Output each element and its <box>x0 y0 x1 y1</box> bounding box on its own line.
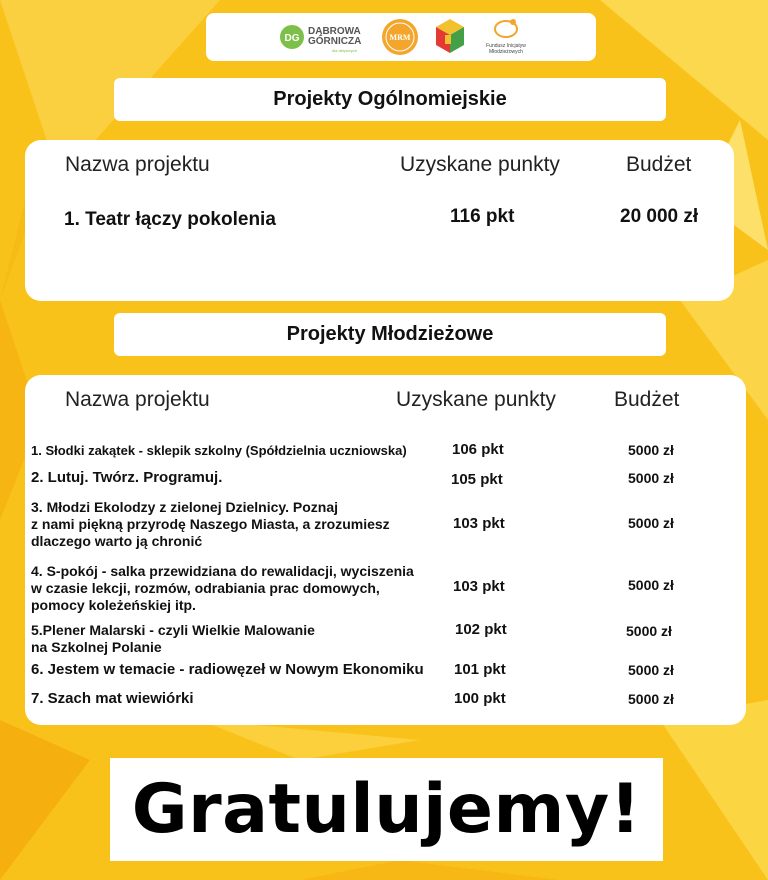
row-budget: 5000 zł <box>628 442 674 458</box>
project-points: 116 pkt <box>450 206 515 227</box>
mrm-logo <box>380 13 420 61</box>
cube-logo-icon <box>432 13 468 61</box>
citywide-projects-panel <box>25 140 734 301</box>
row-budget: 5000 zł <box>626 623 672 639</box>
congratulations-banner <box>110 758 663 861</box>
row-points: 105 pkt <box>451 471 503 488</box>
dg-monogram: DG <box>284 33 300 44</box>
row-points: 101 pkt <box>454 661 506 678</box>
fundusz-line2: Młodzieżowych <box>489 49 523 55</box>
dabrowa-tagline: dla aktywnych <box>332 48 358 53</box>
row-points: 102 pkt <box>455 621 507 638</box>
row-name-line: 1. Słodki zakątek - sklepik szkolny (Spółdzielnia uczniowska) <box>31 443 407 458</box>
table-row-name <box>31 469 222 486</box>
row-name-line: w czasie lekcji, rozmów, odrabiania prac domowych, <box>31 580 380 596</box>
row-name-line: pomocy koleżeńskiej itp. <box>31 597 196 613</box>
fundusz-line1: Fundusz Inicjatyw <box>486 43 526 49</box>
header-project-name: Nazwa projektu <box>65 388 210 411</box>
table-row-name <box>31 661 424 678</box>
header-budget: Budżet <box>626 153 692 176</box>
row-name-line: dlaczego warto ją chronić <box>31 533 203 549</box>
table-row-name <box>31 442 407 459</box>
row-points: 103 pkt <box>453 578 505 595</box>
row-name-line: 2. Lutuj. Twórz. Programuj. <box>31 469 223 486</box>
row-name-line: z nami piękną przyrodę Naszego Miasta, a zrozumiesz <box>31 516 390 532</box>
row-points: 100 pkt <box>454 690 506 707</box>
fundusz-logo <box>482 13 552 61</box>
section-title-youth: Projekty Młodzieżowe <box>114 313 666 356</box>
header-project-name: Nazwa projektu <box>65 153 210 176</box>
mrm-text: MRM <box>389 33 411 42</box>
logo-bar <box>206 13 596 61</box>
row-name-line: 7. Szach mat wiewiórki <box>31 690 194 707</box>
row-budget: 5000 zł <box>628 577 674 593</box>
row-budget: 5000 zł <box>628 470 674 486</box>
row-name-line: na Szkolnej Polanie <box>31 639 162 655</box>
header-points: Uzyskane punkty <box>400 153 560 176</box>
dabrowa-line1: DĄBROWA <box>308 26 361 37</box>
row-name-line: 6. Jestem w temacie - radiowęzeł w Nowym Ekonomiku <box>31 661 424 678</box>
row-name-line: 5.Plener Malarski - czyli Wielkie Malowanie <box>31 622 315 638</box>
section-title-citywide: Projekty Ogólnomiejskie <box>114 78 666 121</box>
youth-projects-panel <box>25 375 746 725</box>
table-row-name <box>31 622 315 656</box>
row-budget: 5000 zł <box>628 515 674 531</box>
table-row-name <box>31 563 414 614</box>
row-budget: 5000 zł <box>628 662 674 678</box>
table-row-name <box>31 690 194 707</box>
project-budget: 20 000 zł <box>620 206 699 227</box>
header-budget: Budżet <box>614 388 680 411</box>
dabrowa-line2: GÓRNICZA <box>308 36 362 47</box>
row-budget: 5000 zł <box>628 691 674 707</box>
project-name: 1. Teatr łączy pokolenia <box>64 209 276 230</box>
row-points: 106 pkt <box>452 441 504 458</box>
table-row-name <box>31 499 390 550</box>
header-points: Uzyskane punkty <box>396 388 556 411</box>
congratulations-text: Gratulujemy! <box>131 770 642 849</box>
row-name-line: 3. Młodzi Ekolodzy z zielonej Dzielnicy. Poznaj <box>31 499 339 515</box>
row-points: 103 pkt <box>453 515 505 532</box>
dabrowa-gornicza-logo <box>278 13 374 61</box>
row-name-line: 4. S-pokój - salka przewidziana do rewalidacji, wyciszenia <box>31 563 414 579</box>
